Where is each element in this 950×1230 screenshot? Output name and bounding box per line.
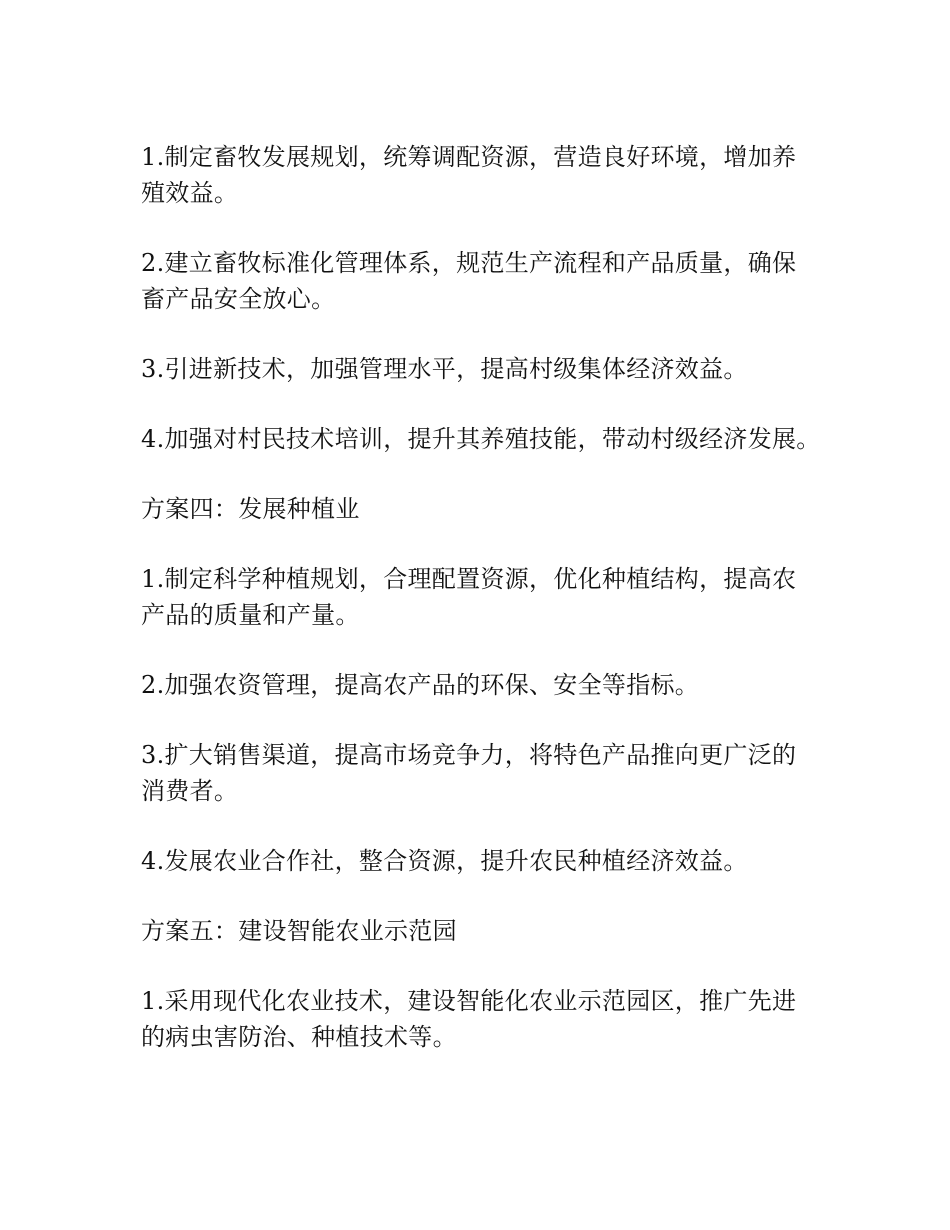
text-line: 1.制定科学种植规划，合理配置资源，优化种植结构，提高农 — [141, 565, 797, 593]
paragraph-planting-2 — [141, 667, 831, 703]
text-line: 方案四：发展种植业 — [141, 495, 360, 523]
section-heading-plan-four — [141, 491, 831, 527]
text-line: 1.制定畜牧发展规划，统筹调配资源，营造良好环境，增加养 — [141, 143, 797, 171]
document-body — [141, 139, 831, 1055]
text-line: 方案五：建设智能农业示范园 — [141, 917, 457, 945]
paragraph-livestock-4 — [141, 421, 831, 457]
text-line: 1.采用现代化农业技术，建设智能化农业示范园区，推广先进 — [141, 987, 797, 1015]
paragraph-livestock-1 — [141, 139, 831, 211]
text-line: 2.加强农资管理，提高农产品的环保、安全等指标。 — [141, 671, 700, 699]
paragraph-livestock-3 — [141, 351, 831, 387]
paragraph-planting-1 — [141, 561, 831, 633]
paragraph-livestock-2 — [141, 245, 831, 317]
text-line: 殖效益。 — [141, 179, 239, 207]
text-line: 的病虫害防治、种植技术等。 — [141, 1023, 457, 1051]
paragraph-planting-3 — [141, 737, 831, 809]
text-line: 消费者。 — [141, 777, 239, 805]
text-line: 3.引进新技术，加强管理水平，提高村级集体经济效益。 — [141, 355, 748, 383]
section-heading-plan-five — [141, 913, 831, 949]
text-line: 4.加强对村民技术培训，提升其养殖技能，带动村级经济发展。 — [141, 425, 821, 453]
paragraph-smart-agri-1 — [141, 983, 831, 1055]
text-line: 4.发展农业合作社，整合资源，提升农民种植经济效益。 — [141, 847, 748, 875]
text-line: 2.建立畜牧标准化管理体系，规范生产流程和产品质量，确保 — [141, 249, 797, 277]
text-line: 畜产品安全放心。 — [141, 285, 336, 313]
paragraph-planting-4 — [141, 843, 831, 879]
text-line: 3.扩大销售渠道，提高市场竞争力，将特色产品推向更广泛的 — [141, 741, 797, 769]
text-line: 产品的质量和产量。 — [141, 601, 360, 629]
